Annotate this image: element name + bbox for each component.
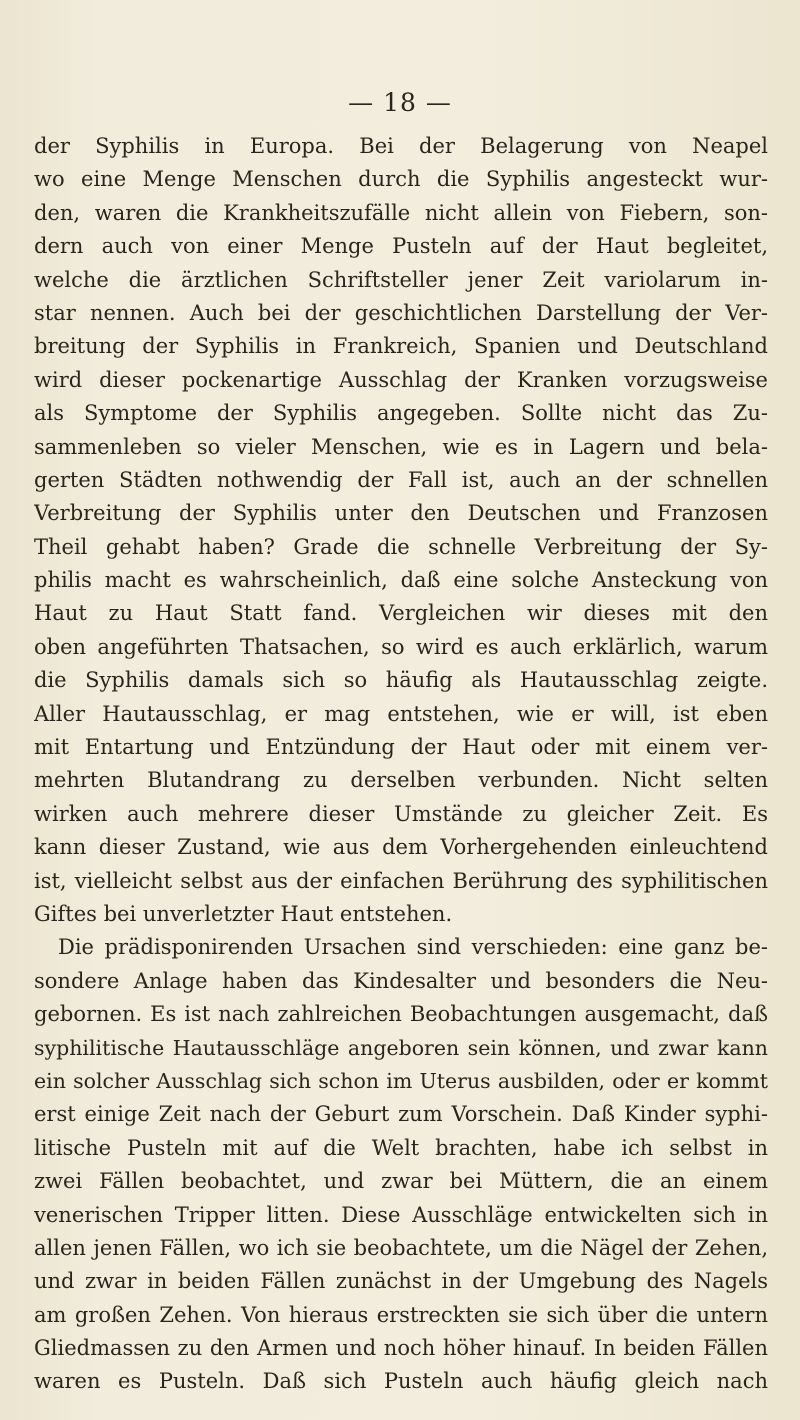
text-line: philis macht es wahrscheinlich, daß eine solche Ansteckung von [34, 568, 768, 593]
text-line: oben angeführten Thatsachen, so wird es auch erklärlich, warum [34, 634, 768, 659]
body-text [34, 130, 768, 1399]
text-line: sammenleben so vieler Menschen, wie es in Lagern und bela- [34, 434, 768, 459]
text-line: Theil gehabt haben? Grade die schnelle Verbreitung der Sy- [34, 534, 768, 559]
text-line: Verbreitung der Syphilis unter den Deutschen und Franzosen [34, 501, 768, 526]
text-line: erst einige Zeit nach der Geburt zum Vorschein. Daß Kinder syphi- [34, 1102, 768, 1127]
text-line: Giftes bei unverletzter Haut entstehen. [34, 901, 453, 926]
text-line: gebornen. Es ist nach zahlreichen Beobachtungen ausgemacht, daß [34, 1002, 768, 1027]
text-line: breitung der Syphilis in Frankreich, Spanien und Deutschland [34, 334, 768, 359]
text-line: kann dieser Zustand, wie aus dem Vorhergehenden einleuchtend [34, 835, 768, 860]
text-line: dern auch von einer Menge Pusteln auf der Haut begleitet, [34, 234, 768, 259]
text-line: am großen Zehen. Von hieraus erstreckten sie sich über die untern [34, 1302, 768, 1327]
text-line: ein solcher Ausschlag sich schon im Uterus ausbilden, oder er kommt [34, 1068, 768, 1093]
text-line: die Syphilis damals sich so häufig als Hautausschlag zeigte. [34, 668, 768, 693]
text-line: ist, vielleicht selbst aus der einfachen Berührung des syphilitischen [34, 868, 768, 893]
text-line: sondere Anlage haben das Kindesalter und besonders die Neu- [34, 968, 768, 993]
page-number-header: — 18 — [348, 88, 452, 117]
text-line: waren es Pusteln. Daß sich Pusteln auch häufig gleich nach [34, 1369, 768, 1394]
text-line: der Syphilis in Europa. Bei der Belagerung von Neapel [34, 134, 768, 158]
text-line: zwei Fällen beobachtet, und zwar bei Müttern, die an einem [34, 1169, 768, 1194]
text-line: mit Entartung und Entzündung der Haut oder mit einem ver- [34, 735, 768, 760]
text-line: Die prädisponirenden Ursachen sind verschieden: eine ganz be- [58, 935, 768, 960]
text-line: allen jenen Fällen, wo ich sie beobachtete, um die Nägel der Zehen, [34, 1235, 768, 1260]
text-line: venerischen Tripper litten. Diese Ausschläge entwickelten sich in [34, 1202, 768, 1227]
text-line: gerten Städten nothwendig der Fall ist, auch an der schnellen [34, 467, 768, 492]
text-line: Haut zu Haut Statt fand. Vergleichen wir dieses mit den [34, 601, 768, 626]
text-line: star nennen. Auch bei der geschichtlichen Darstellung der Ver- [34, 300, 768, 325]
text-line: mehrten Blutandrang zu derselben verbunden. Nicht selten [34, 768, 768, 793]
text-line: und zwar in beiden Fällen zunächst in der Umgebung des Nagels [34, 1269, 768, 1294]
text-line: wo eine Menge Menschen durch die Syphilis angesteckt wur- [34, 167, 768, 192]
text-line: litische Pusteln mit auf die Welt brachten, habe ich selbst in [34, 1135, 768, 1160]
text-line: welche die ärztlichen Schriftsteller jener Zeit variolarum in- [34, 267, 768, 292]
text-line: als Symptome der Syphilis angegeben. Sollte nicht das Zu- [34, 401, 768, 426]
text-line: wird dieser pockenartige Ausschlag der Kranken vorzugsweise [34, 367, 768, 392]
text-line: den, waren die Krankheitszufälle nicht allein von Fiebern, son- [34, 200, 768, 225]
text-line: Aller Hautausschlag, er mag entstehen, wie er will, ist eben [34, 701, 768, 726]
text-line: wirken auch mehrere dieser Umstände zu gleicher Zeit. Es [34, 801, 768, 826]
text-line: Gliedmassen zu den Armen und noch höher hinauf. In beiden Fällen [34, 1336, 768, 1361]
text-line: syphilitische Hautausschläge angeboren sein können, und zwar kann [34, 1035, 768, 1060]
